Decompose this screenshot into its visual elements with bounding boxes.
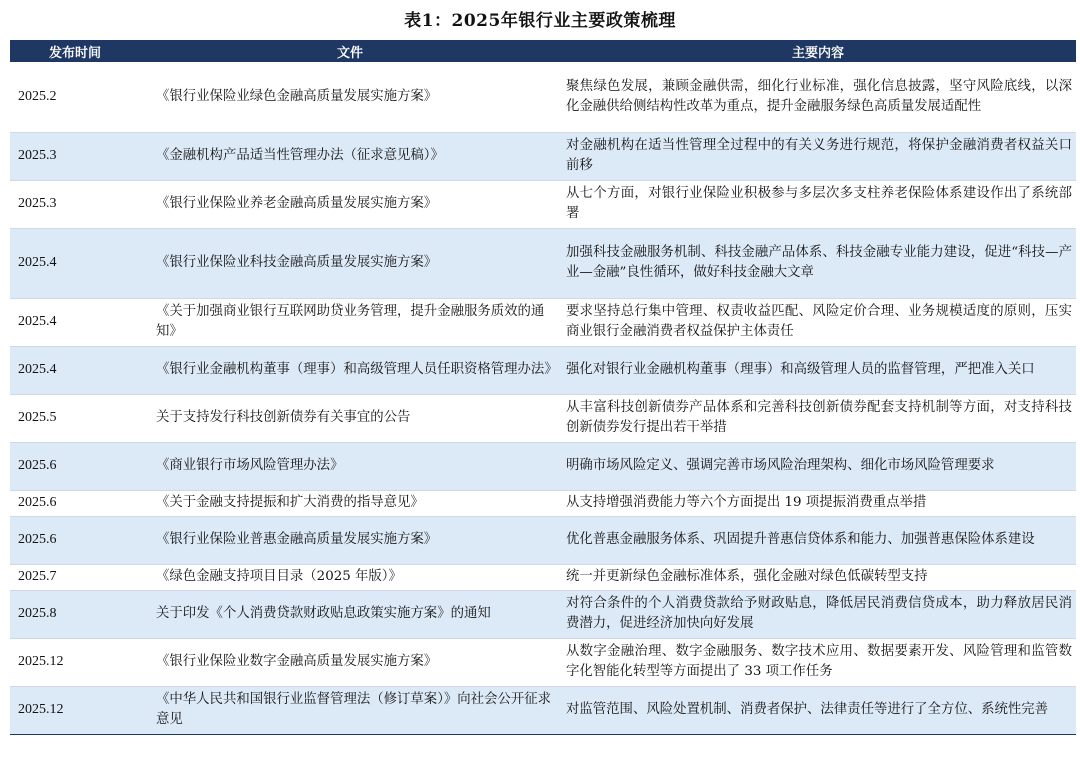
cell-content: 从支持增强消费能力等六个方面提出 19 项提振消费重点举措 (560, 490, 1076, 516)
cell-document: 《关于加强商业银行互联网助贷业务管理，提升金融服务质效的通知》 (140, 298, 560, 346)
cell-document: 《银行业保险业科技金融高质量发展实施方案》 (140, 228, 560, 298)
table-header-row (10, 40, 1076, 62)
table-row (10, 490, 1076, 516)
cell-date: 2025.5 (10, 394, 140, 442)
cell-date: 2025.7 (10, 564, 140, 590)
cell-date: 2025.2 (10, 62, 140, 132)
table-row (10, 298, 1076, 346)
cell-date: 2025.6 (10, 490, 140, 516)
header-date: 发布时间 (10, 40, 140, 62)
cell-date: 2025.3 (10, 180, 140, 228)
table-row (10, 686, 1076, 734)
header-content: 主要内容 (560, 40, 1076, 62)
cell-date: 2025.4 (10, 298, 140, 346)
cell-content: 要求坚持总行集中管理、权责收益匹配、风险定价合理、业务规模适度的原则，压实商业银行金融消费者权益保护主体责任 (560, 298, 1076, 346)
cell-content: 从数字金融治理、数字金融服务、数字技术应用、数据要素开发、风险管理和监管数字化智能化转型等方面提出了 33 项工作任务 (560, 638, 1076, 686)
header-document: 文件 (140, 40, 560, 62)
table-row (10, 180, 1076, 228)
cell-document: 《银行业保险业普惠金融高质量发展实施方案》 (140, 516, 560, 564)
cell-date: 2025.6 (10, 516, 140, 564)
cell-date: 2025.12 (10, 638, 140, 686)
cell-date: 2025.4 (10, 228, 140, 298)
cell-document: 关于支持发行科技创新债券有关事宜的公告 (140, 394, 560, 442)
cell-document: 《商业银行市场风险管理办法》 (140, 442, 560, 490)
cell-content: 对金融机构在适当性管理全过程中的有关义务进行规范，将保护金融消费者权益关口前移 (560, 132, 1076, 180)
cell-content: 对符合条件的个人消费贷款给予财政贴息，降低居民消费信贷成本，助力释放居民消费潜力，促进经济加快向好发展 (560, 590, 1076, 638)
table-row (10, 638, 1076, 686)
cell-date: 2025.3 (10, 132, 140, 180)
table-row (10, 564, 1076, 590)
cell-date: 2025.12 (10, 686, 140, 734)
cell-content: 加强科技金融服务机制、科技金融产品体系、科技金融专业能力建设，促进“科技—产业—金融”良性循环，做好科技金融大文章 (560, 228, 1076, 298)
cell-document: 《银行业保险业养老金融高质量发展实施方案》 (140, 180, 560, 228)
cell-content: 从丰富科技创新债券产品体系和完善科技创新债券配套支持机制等方面，对支持科技创新债券发行提出若干举措 (560, 394, 1076, 442)
cell-date: 2025.8 (10, 590, 140, 638)
cell-content: 统一并更新绿色金融标准体系，强化金融对绿色低碳转型支持 (560, 564, 1076, 590)
table-row (10, 62, 1076, 132)
cell-content: 聚焦绿色发展，兼顾金融供需，细化行业标准，强化信息披露，坚守风险底线，以深化金融供给侧结构性改革为重点，提升金融服务绿色高质量发展适配性 (560, 62, 1076, 132)
cell-content: 从七个方面，对银行业保险业积极参与多层次多支柱养老保险体系建设作出了系统部署 (560, 180, 1076, 228)
cell-document: 《绿色金融支持项目目录（2025 年版）》 (140, 564, 560, 590)
policy-table (10, 40, 1076, 735)
cell-content: 优化普惠金融服务体系、巩固提升普惠信贷体系和能力、加强普惠保险体系建设 (560, 516, 1076, 564)
cell-document: 《银行业保险业数字金融高质量发展实施方案》 (140, 638, 560, 686)
cell-date: 2025.4 (10, 346, 140, 394)
table-row (10, 442, 1076, 490)
cell-document: 《关于金融支持提振和扩大消费的指导意见》 (140, 490, 560, 516)
table-row (10, 516, 1076, 564)
table-row (10, 132, 1076, 180)
cell-document: 关于印发《个人消费贷款财政贴息政策实施方案》的通知 (140, 590, 560, 638)
table-row (10, 228, 1076, 298)
cell-date: 2025.6 (10, 442, 140, 490)
table-row (10, 590, 1076, 638)
cell-document: 《银行业保险业绿色金融高质量发展实施方案》 (140, 62, 560, 132)
cell-document: 《金融机构产品适当性管理办法（征求意见稿）》 (140, 132, 560, 180)
cell-content: 明确市场风险定义、强调完善市场风险治理架构、细化市场风险管理要求 (560, 442, 1076, 490)
table-row (10, 346, 1076, 394)
table-row (10, 394, 1076, 442)
cell-content: 强化对银行业金融机构董事（理事）和高级管理人员的监督管理，严把准入关口 (560, 346, 1076, 394)
cell-content: 对监管范围、风险处置机制、消费者保护、法律责任等进行了全方位、系统性完善 (560, 686, 1076, 734)
cell-document: 《银行业金融机构董事（理事）和高级管理人员任职资格管理办法》 (140, 346, 560, 394)
table-title: 表1：2025年银行业主要政策梳理 (404, 11, 676, 31)
cell-document: 《中华人民共和国银行业监督管理法（修订草案）》向社会公开征求意见 (140, 686, 560, 734)
